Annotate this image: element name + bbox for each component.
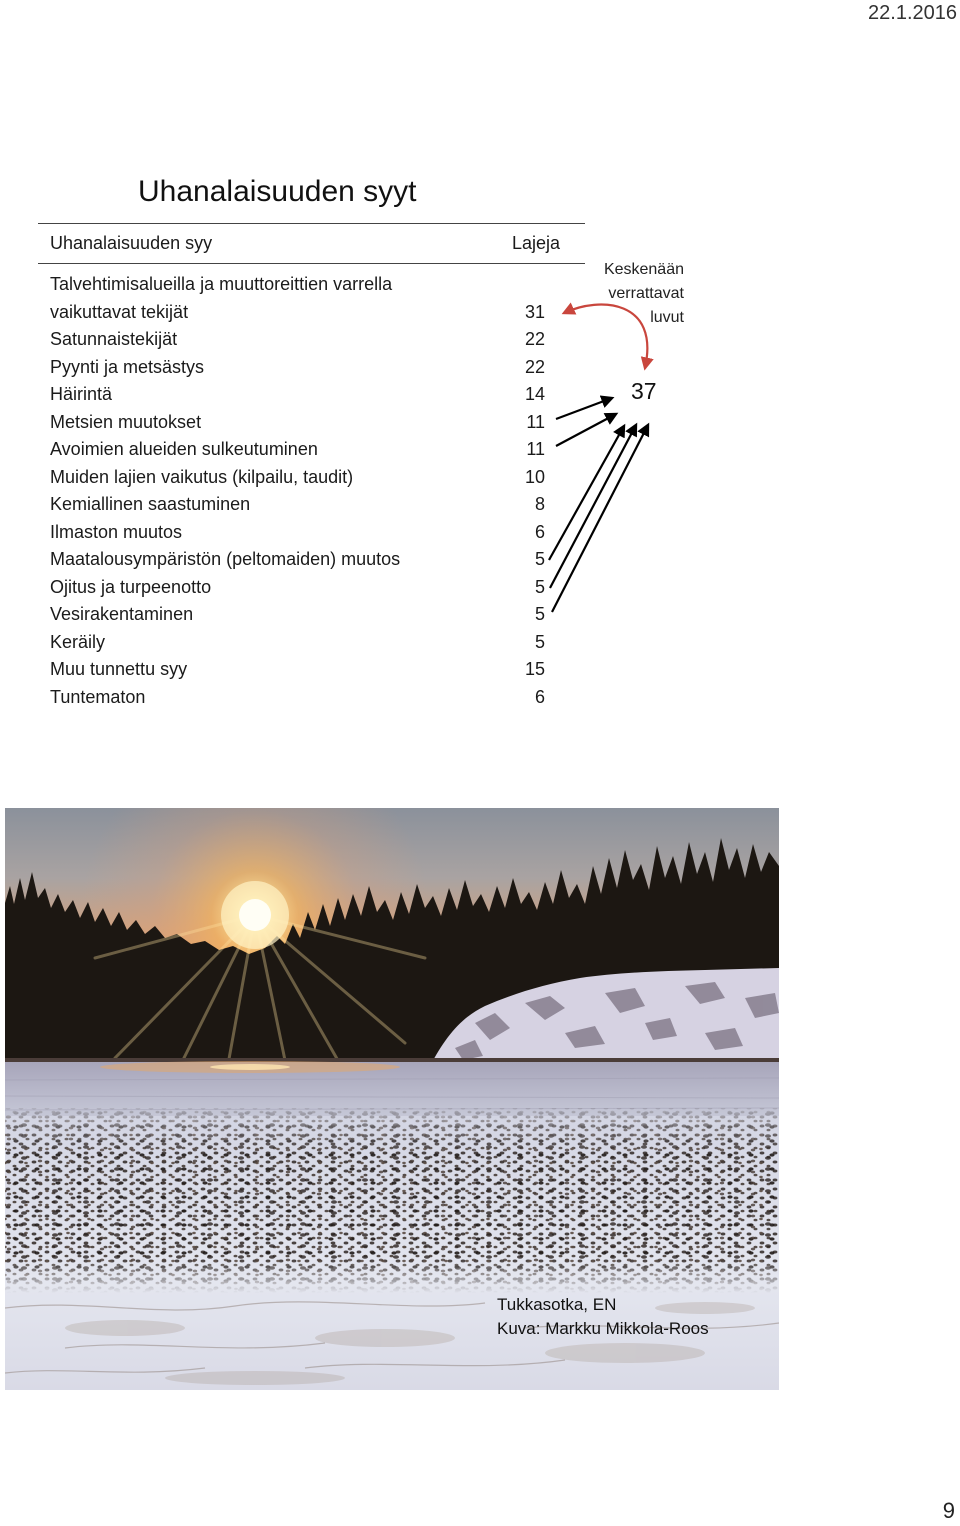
table-row: [38, 629, 585, 657]
comparison-note-line: luvut: [650, 309, 684, 326]
species-count-cell: 10: [524, 466, 545, 487]
causes-table: [38, 223, 585, 711]
table-header-row: [38, 223, 585, 264]
photo-credit: Kuva: Markku Mikkola-Roos: [497, 1319, 709, 1338]
cause-line: vaikuttavat tekijät: [50, 301, 189, 322]
cause-cell: Avoimien alueiden sulkeutuminen: [50, 439, 318, 459]
species-caption: Tukkasotka, EN: [497, 1295, 617, 1314]
table-row: [38, 271, 585, 326]
table-row: [38, 409, 585, 437]
cause-cell: Kemiallinen saastuminen: [50, 494, 251, 514]
species-count-cell: 6: [534, 686, 545, 707]
species-count-cell: 5: [534, 549, 545, 569]
cause-cell: Pyynti ja metsästys: [50, 356, 205, 377]
species-count-cell: 11: [526, 439, 545, 459]
cause-cell: Ilmaston muutos: [50, 521, 183, 542]
table-row: [38, 381, 585, 409]
comparison-note: [560, 258, 684, 330]
species-count-cell: 15: [524, 659, 545, 679]
table-row: [38, 546, 585, 574]
page-title: Uhanalaisuuden syyt: [138, 175, 417, 208]
species-count-cell: 31: [524, 301, 545, 322]
table-row: [38, 656, 585, 684]
column-header-species: Lajeja: [511, 233, 560, 253]
table-row: [38, 326, 585, 354]
table-row: [38, 436, 585, 464]
shoreline: [5, 1058, 779, 1062]
cause-cell: Tuntematon: [50, 686, 146, 707]
cause-line: Talvehtimisalueilla ja muuttoreittien varrella: [50, 274, 393, 294]
cause-cell: [50, 271, 392, 326]
table-body: [38, 264, 585, 711]
cause-cell: Maatalousympäristön (peltomaiden) muutos: [50, 549, 401, 569]
sun: [221, 881, 289, 949]
species-count-cell: 22: [524, 329, 545, 349]
date-header: 22.1.2016: [868, 2, 957, 24]
table-row: [38, 574, 585, 602]
page-number: 9: [942, 1498, 955, 1523]
table-row: [38, 464, 585, 492]
species-count-cell: 6: [534, 521, 545, 542]
table-row: [38, 519, 585, 547]
duck-flock: [5, 1108, 779, 1293]
species-count-cell: 5: [534, 604, 545, 624]
cause-cell: Muu tunnettu syy: [50, 659, 188, 679]
cause-cell: Metsien muutokset: [50, 411, 202, 432]
table-row: [38, 684, 585, 712]
column-header-cause: Uhanalaisuuden syy: [50, 233, 213, 253]
species-count-cell: 8: [534, 494, 545, 514]
comparison-note-line: verrattavat: [608, 285, 684, 302]
table-row: [38, 491, 585, 519]
photo-caption: [497, 1293, 709, 1341]
cause-cell: Vesirakentaminen: [50, 604, 194, 624]
species-count-cell: 22: [524, 356, 545, 377]
cause-cell: Muiden lajien vaikutus (kilpailu, taudit): [50, 466, 354, 487]
table-row: [38, 354, 585, 382]
table-row: [38, 601, 585, 629]
cause-cell: Keräily: [50, 631, 106, 652]
species-count-cell: 5: [534, 576, 545, 597]
comparison-note-line: Keskenään: [603, 261, 684, 278]
combined-total: 37: [631, 378, 657, 404]
cause-cell: Ojitus ja turpeenotto: [50, 576, 212, 597]
cause-cell: Häirintä: [50, 384, 113, 404]
species-count-cell: 5: [534, 631, 545, 652]
species-count-cell: 14: [524, 384, 545, 404]
cause-cell: Satunnaistekijät: [50, 329, 178, 349]
lake-sunset-photo: [5, 808, 779, 1390]
species-count-cell: 11: [526, 411, 545, 432]
